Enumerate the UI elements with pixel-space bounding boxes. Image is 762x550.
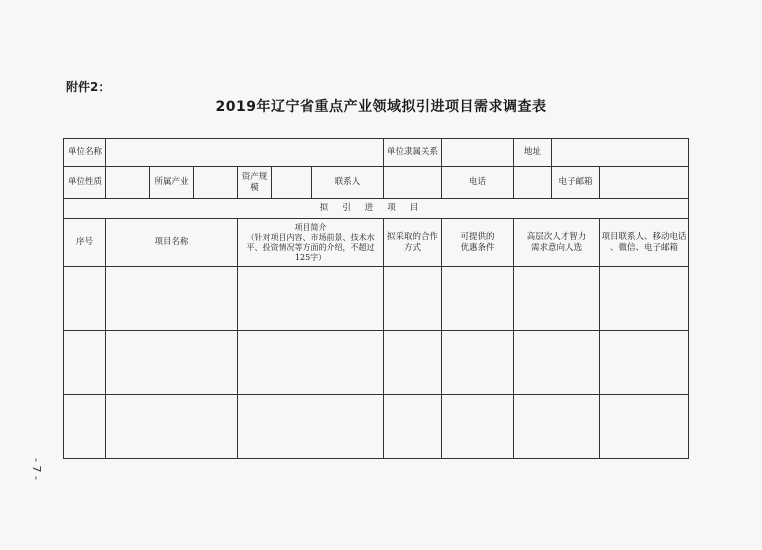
cell-cooperation[interactable]	[384, 267, 442, 331]
cell-project-contact[interactable]	[600, 267, 689, 331]
cell-project-contact[interactable]	[600, 395, 689, 459]
col-header-incentives: 可提供的 优惠条件	[442, 219, 514, 267]
col-header-talent: 高层次人才智力 需求意向人选	[514, 219, 600, 267]
cell-project-name[interactable]	[106, 267, 238, 331]
table-row	[64, 395, 689, 459]
contact-label: 联系人	[312, 167, 384, 199]
industry-label: 所属产业	[150, 167, 194, 199]
table-row	[64, 139, 689, 167]
unit-nature-label: 单位性质	[64, 167, 106, 199]
project-intro-desc: （针对项目内容、市场前景、技术水平、投资情况等方面的介绍，不超过125字）	[246, 232, 375, 262]
unit-name-label: 单位名称	[64, 139, 106, 167]
cell-serial[interactable]	[64, 331, 106, 395]
table-row	[64, 331, 689, 395]
unit-affiliation-field[interactable]	[442, 139, 514, 167]
col-header-project-intro	[238, 219, 384, 267]
asset-scale-label: 资产规模	[238, 167, 272, 199]
address-label: 地址	[514, 139, 552, 167]
industry-field[interactable]	[194, 167, 238, 199]
document-title: 2019年辽宁省重点产业领域拟引进项目需求调查表	[215, 99, 547, 115]
table-row	[64, 167, 689, 199]
table-header-row	[64, 219, 689, 267]
contact-field[interactable]	[384, 167, 442, 199]
cell-serial[interactable]	[64, 267, 106, 331]
cell-incentives[interactable]	[442, 331, 514, 395]
cell-cooperation[interactable]	[384, 331, 442, 395]
unit-nature-field[interactable]	[106, 167, 150, 199]
email-label: 电子邮箱	[552, 167, 600, 199]
page-number: - 7 -	[30, 458, 43, 480]
cell-project-name[interactable]	[106, 395, 238, 459]
cell-talent[interactable]	[514, 395, 600, 459]
cell-project-contact[interactable]	[600, 331, 689, 395]
col-header-project-name: 项目名称	[106, 219, 238, 267]
project-intro-title: 项目简介	[294, 222, 327, 232]
cell-incentives[interactable]	[442, 395, 514, 459]
cell-project-name[interactable]	[106, 331, 238, 395]
asset-scale-field[interactable]	[272, 167, 312, 199]
attachment-label: 附件2：	[66, 80, 111, 94]
survey-table	[63, 138, 689, 459]
cell-incentives[interactable]	[442, 267, 514, 331]
cell-serial[interactable]	[64, 395, 106, 459]
cell-project-intro[interactable]	[238, 267, 384, 331]
unit-affiliation-label: 单位隶属关系	[384, 139, 442, 167]
email-field[interactable]	[600, 167, 689, 199]
cell-talent[interactable]	[514, 267, 600, 331]
address-field[interactable]	[552, 139, 689, 167]
table-row	[64, 267, 689, 331]
cell-cooperation[interactable]	[384, 395, 442, 459]
col-header-project-contact: 项目联系人、移动电话 、微信、电子邮箱	[600, 219, 689, 267]
cell-project-intro[interactable]	[238, 395, 384, 459]
cell-project-intro[interactable]	[238, 331, 384, 395]
phone-label: 电话	[442, 167, 514, 199]
col-header-serial: 序号	[64, 219, 106, 267]
table-row	[64, 199, 689, 219]
phone-field[interactable]	[514, 167, 552, 199]
unit-name-field[interactable]	[106, 139, 384, 167]
section-header: 拟引进项目	[64, 199, 689, 219]
cell-talent[interactable]	[514, 331, 600, 395]
col-header-cooperation: 拟采取的合作方式	[384, 219, 442, 267]
